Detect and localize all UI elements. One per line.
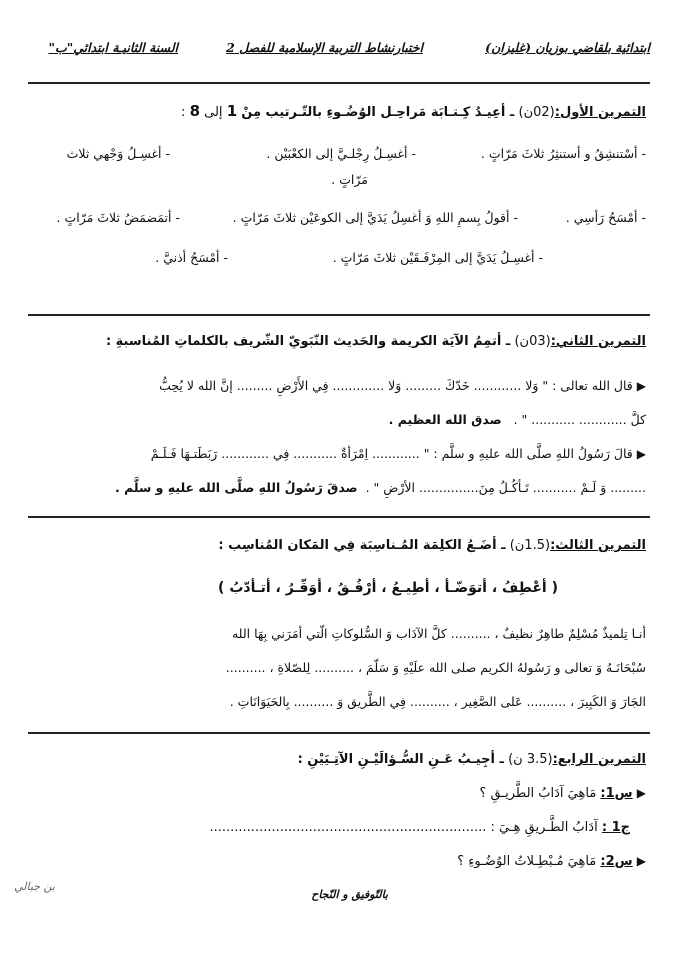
fill-line: أنـا تِلميذٌ مُسْلِمٌ طاهِرٌ نظيفٌ ، .......... كلَّ الآدَاب وَ السُّلوكاتِ الّتي أمَرَني بِهَا الله [231, 626, 646, 641]
class-level: السنة الثانيـة ابتدائي"ب" [48, 40, 178, 55]
order-from: 1 [226, 102, 238, 120]
exercise-3-title [218, 538, 646, 553]
step-item: - أمْسَحُ أذنيَّ . [155, 250, 228, 265]
step-item: - أسْتنشِقُ و أستنثِرُ ثلاثَ مَرّاتٍ . [480, 146, 646, 161]
question-1: ▶ س1: مَاهِيَ آدَابُ الطَّريـقِ ؟ [479, 786, 646, 801]
exercise-1-title: التمرين الأول:(02ن) ـ أعِيـدُ كِـتـابَة مَراحِـل الوُضُـوءِ بالتّـرتيب مِنْ 1 إلى 8 : [181, 102, 646, 120]
question-2-label: س2: [600, 854, 633, 869]
school-name: ابتدائية بلقاضي بوزيان (غليزان) [485, 40, 650, 55]
exercise-3-label: التمرين الثالث: [550, 538, 646, 553]
exercise-2-title [106, 334, 646, 349]
exercise-4-title [298, 752, 646, 767]
exercise-3-points: (1.5ن) [509, 538, 551, 553]
hadith-closing: صدقَ رَسُولُ اللهِ صلَّى الله عليهِ و سلَّم . [114, 480, 358, 495]
exercise-4-points: (3.5 ن) [508, 752, 553, 767]
question-1-label: س1: [600, 786, 633, 801]
verse-text: كلَّ ............ ........... " . [513, 412, 646, 427]
exercise-2-points: (03ن) [514, 334, 551, 349]
order-to: 8 [189, 102, 200, 120]
step-item: - أغسِـلُ رِجْلـيَّ إلى الكعْبَيْن . [266, 146, 416, 161]
exercise-4-instruction: ـ أجِيـبُ عَـنِ السُّـؤالَيْـنِ الآتِـيَيْنِ : [297, 752, 504, 767]
hadith-text: قالَ رَسُولُ اللهِ صلَّى الله عليهِ و سلَّم : " ............ اِمْرَأةٌ ........... فِي ............ رَبَطَتـهَا فَـلَـمْ [150, 446, 633, 461]
step-item: - أتمَضمَضُ ثلاثَ مَرّاتٍ . [56, 210, 180, 225]
question-1-text: مَاهِيَ آدَابُ الطَّريـقِ ؟ [479, 786, 597, 801]
exercise-1-instruction: ـ أعِيـدُ كِـتـابَة مَراحِـل الوُضُـوءِ بالتّـرتيب مِنْ [241, 105, 515, 120]
verse-line [389, 412, 646, 427]
closing-wish: بالتّوفيق و النّجاح [311, 888, 388, 901]
step-item: - أغسِـلُ وَجْهي ثلاث [66, 146, 170, 161]
question-2-text: مَاهِيَ مُـبْطِـلاتُ الوُضُـوءِ ؟ [457, 854, 597, 869]
word-bank: ( أعْطِفُ ، أتوَضّـأ ، أطِيـعُ ، أرْفُـقُ ، أوَقّـرُ ، أتـأدّبُ ) [218, 580, 558, 596]
exercise-1-points: (02ن) [518, 105, 555, 120]
step-item: - أمْسَحُ رَأسِي . [565, 210, 646, 225]
hadith-text: ......... وَ لَـمْ ........... تَـأكُـلُ مِنَ............... الأرْضِ " . [365, 480, 646, 495]
hadith-line: ▶ قالَ رَسُولُ اللهِ صلَّى الله عليهِ و سلَّم : " ............ اِمْرَأةٌ ........... فِي ............ رَبَطَتـهَا فَـلَـمْ [150, 446, 646, 461]
divider [28, 82, 650, 84]
verse-line: ▶ قال الله تعالى : " وَلا ............ خَدّكَ ......... وَلا ............. فِي الأَرْضِ ......... إنَّ الله لا يُحِبُّ [159, 378, 646, 393]
answer-1-text: آدَابُ الطَّـريقِ هِـيَ : ................................................................... [209, 820, 598, 835]
answer-1 [209, 820, 630, 835]
step-item: مَرّاتٍ . [331, 172, 368, 187]
step-item: - أقولُ بِسمِ اللهِ وَ أغسِلُ يَدَيَّ إلى الكوعَيْن ثلاثَ مَرّاتٍ . [232, 210, 518, 225]
fill-line: سُبْحَانَـهُ وَ تعالى و رَسُولهُ الكريم صلى الله علَيْهِ وَ سَلّمَ ، .......... لِلصّلاةِ ، .......... [225, 660, 646, 675]
signature: بن جبالي [14, 880, 55, 893]
exam-title: اختبارنشاط التربية الإسلامية للفصل 2 [226, 40, 423, 55]
exercise-4-label: التمرين الرابع: [552, 752, 646, 767]
divider [28, 314, 650, 316]
answer-1-label: ج1 : [601, 820, 630, 835]
divider [28, 732, 650, 734]
divider [28, 516, 650, 518]
step-item: - أغسِـلُ يَدَيَّ إلى المِرْفَـقَيْن ثلاثَ مَرّاتٍ . [332, 250, 543, 265]
order-to-word: إلى [204, 105, 223, 120]
exercise-2-instruction: ـ أتمِمُ الآيَة الكريمة والحَديث النّبَويّ الشّريف بالكلماتِ المُناسبةِ : [105, 334, 511, 349]
hadith-line [115, 480, 646, 495]
fill-line: الجَارَ وَ الكَبِيرَ ، .......... عَلى الصَّغِير ، .......... فِي الطَّريق وَ .......... بِالحَيَوَانَاتِ . [229, 694, 646, 709]
verse-text: قال الله تعالى : " وَلا ............ خَدّكَ ......... وَلا ............. فِي الأَرْضِ ......... إنَّ الله لا يُحِبُّ [159, 378, 633, 393]
question-2: ▶ س2: مَاهِيَ مُـبْطِـلاتُ الوُضُـوءِ ؟ [457, 854, 646, 869]
verse-closing: صدق الله العظيم . [388, 412, 502, 427]
exercise-1-label: التمرين الأول: [554, 105, 646, 120]
exercise-2-label: التمرين الثاني: [550, 334, 646, 349]
exercise-3-instruction: ـ أضَـعُ الكلِمَة المُـناسِبَة فِي المَكان المُناسِب : [218, 538, 506, 553]
